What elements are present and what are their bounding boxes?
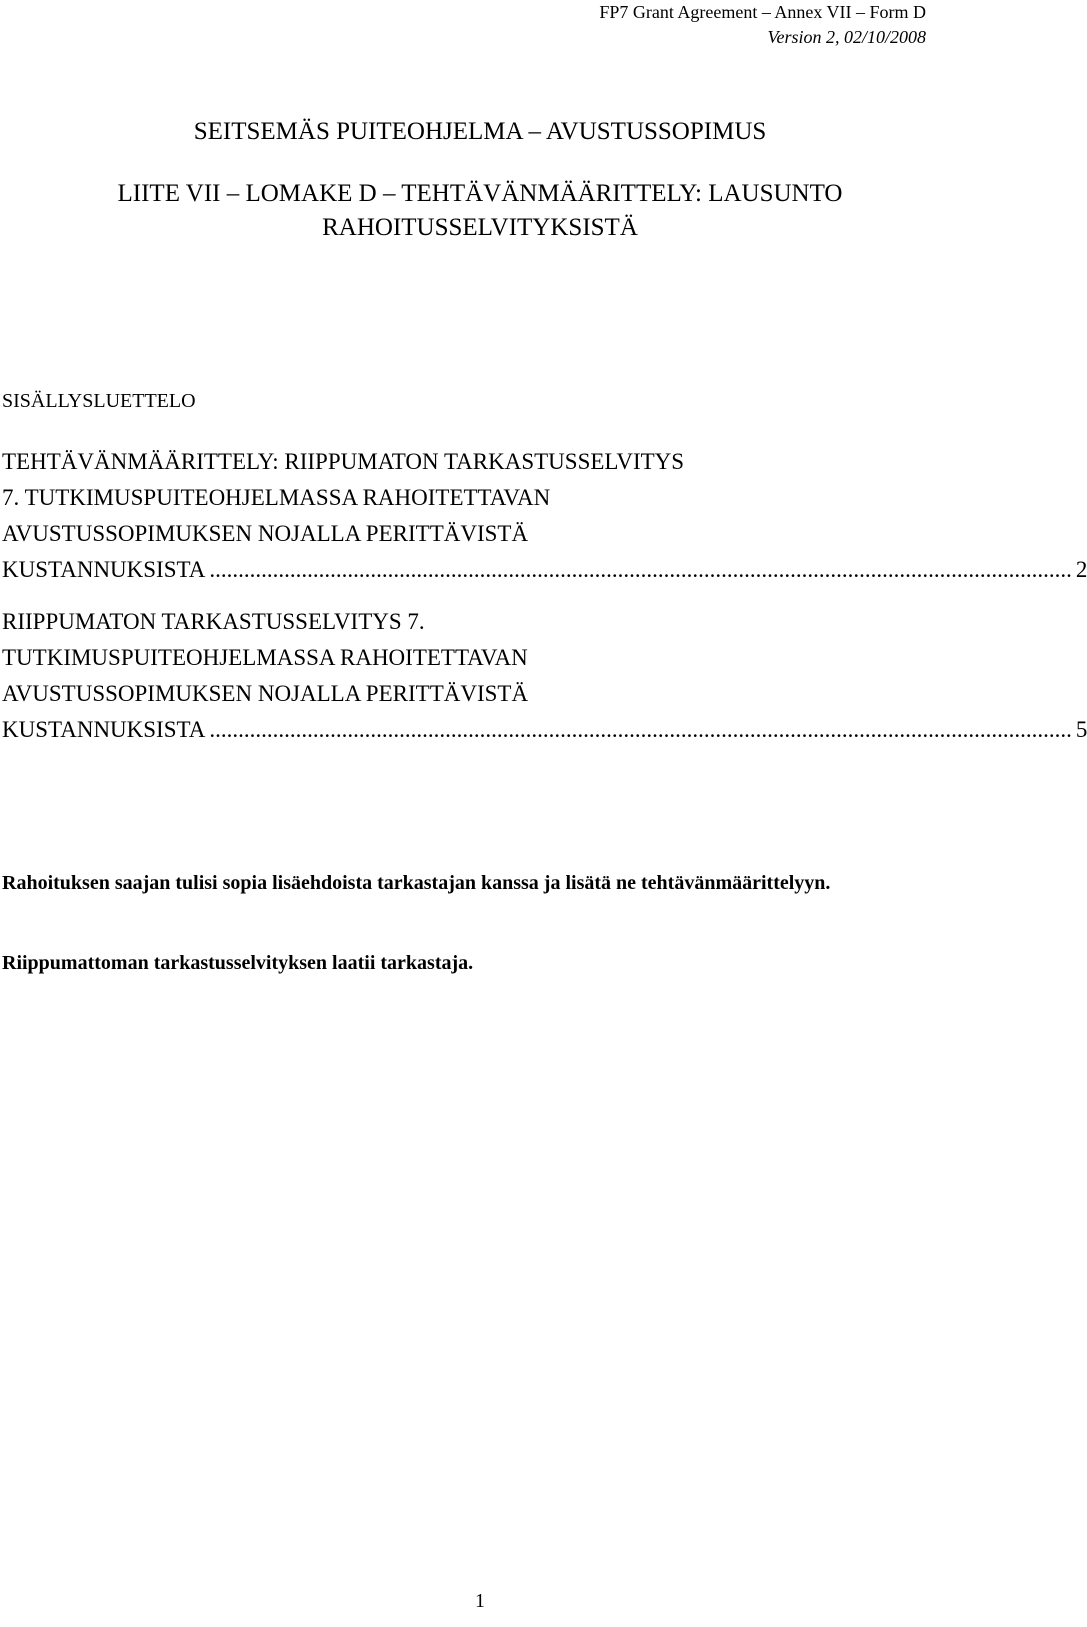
toc-entry-line: AVUSTUSSOPIMUKSEN NOJALLA PERITTÄVISTÄ xyxy=(2,521,529,546)
toc-page-number: 5 xyxy=(1075,717,1087,742)
toc-dot-leader: ...................................................................................................................................................... xyxy=(209,557,1072,582)
header-agreement-label: FP7 Grant Agreement – Annex VII – Form D xyxy=(599,2,926,22)
toc-entry-line: 7. TUTKIMUSPUITEOHJELMASSA RAHOITETTAVAN xyxy=(2,485,551,510)
toc-entry-line: AVUSTUSSOPIMUKSEN NOJALLA PERITTÄVISTÄ xyxy=(2,681,529,706)
page-header xyxy=(599,0,926,50)
toc-entry-line: RIIPPUMATON TARKASTUSSELVITYS 7. xyxy=(2,609,425,634)
header-version: Version 2, 02/10/2008 xyxy=(767,27,926,47)
subtitle-line-2: RAHOITUSSELVITYKSISTÄ xyxy=(322,214,638,241)
document-subtitle xyxy=(0,177,960,245)
body-note: Riippumattoman tarkastusselvityksen laatii tarkastaja. xyxy=(2,952,474,974)
toc-entry[interactable] xyxy=(2,604,1087,748)
toc-heading: SISÄLLYSLUETTELO xyxy=(2,390,196,412)
toc-entry-line: KUSTANNUKSISTA xyxy=(2,717,206,742)
page-number: 1 xyxy=(475,1590,485,1612)
toc-entry-line: TEHTÄVÄNMÄÄRITTELY: RIIPPUMATON TARKASTUSSELVITYS xyxy=(2,449,685,474)
toc-entry-line: TUTKIMUSPUITEOHJELMASSA RAHOITETTAVAN xyxy=(2,645,528,670)
body-note: Rahoituksen saajan tulisi sopia lisäehdoista tarkastajan kanssa ja lisätä ne tehtävänmäärittelyyn. xyxy=(2,872,831,894)
toc-entry-line: KUSTANNUKSISTA xyxy=(2,557,206,582)
toc-page-number: 2 xyxy=(1075,557,1087,582)
toc-entry[interactable] xyxy=(2,444,1087,588)
document-title: SEITSEMÄS PUITEOHJELMA – AVUSTUSSOPIMUS xyxy=(193,118,767,145)
toc-dot-leader: ...................................................................................................................................................... xyxy=(209,717,1072,742)
subtitle-line-1: LIITE VII – LOMAKE D – TEHTÄVÄNMÄÄRITTELY: LAUSUNTO xyxy=(117,180,843,207)
